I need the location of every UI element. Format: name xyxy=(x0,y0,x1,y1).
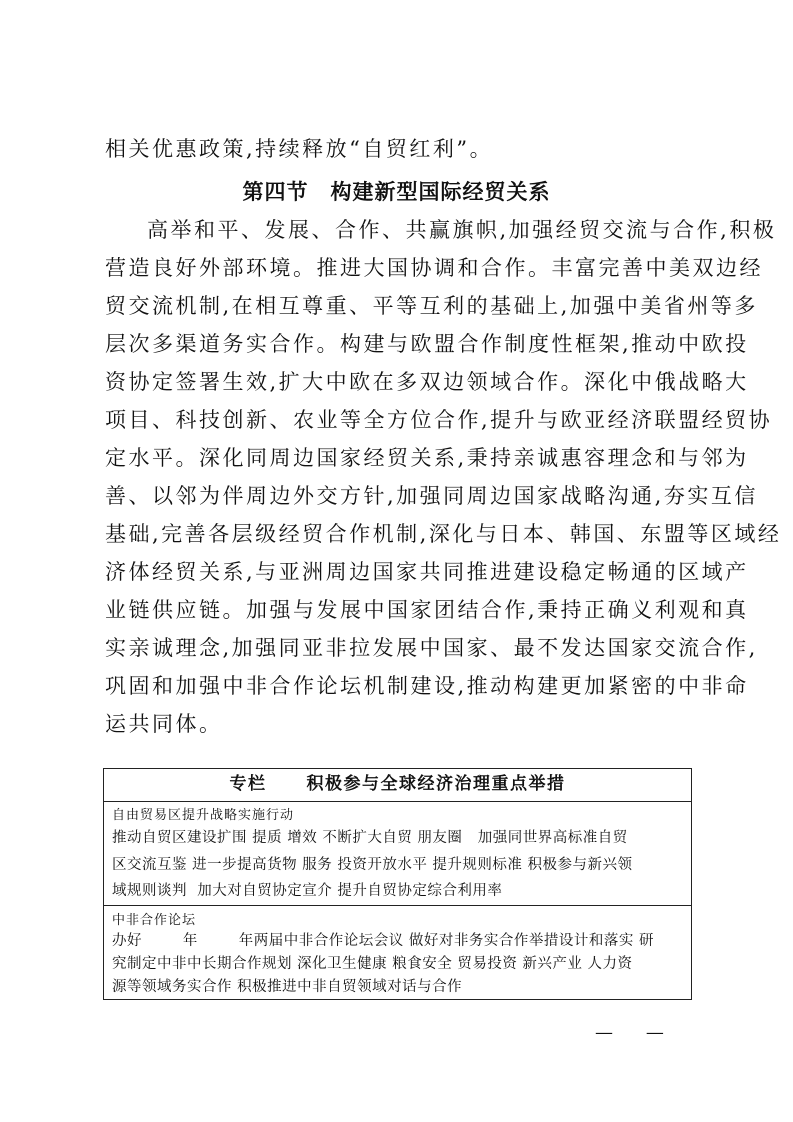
paragraph-line: 营造良好外部环境。推进大国协调和合作。丰富完善中美双边经 xyxy=(105,256,763,280)
box-title xyxy=(104,769,691,802)
box-section-line: 源等领域务实合作 积极推进中非自贸领域对话与合作 xyxy=(112,979,463,995)
page-number-mark: — — xyxy=(595,1022,666,1043)
box-section-heading: 中非合作论坛 xyxy=(112,913,197,928)
box-section-heading: 自由贸易区提升战略实施行动 xyxy=(112,808,295,823)
paragraph-line: 基础,完善各层级经贸合作机制,深化与日本、韩国、东盟等区域经 xyxy=(105,522,782,546)
paragraph-line: 高举和平、发展、合作、共赢旗帜,加强经贸交流与合作,积极 xyxy=(147,218,777,242)
paragraph-line: 层次多渠道务实合作。构建与欧盟合作制度性框架,推动中欧投 xyxy=(105,332,749,356)
paragraph-line: 巩固和加强中非合作论坛机制建设,推动构建更加紧密的中非命 xyxy=(105,674,749,698)
section-title: 构建新型国际经贸关系 xyxy=(330,179,551,204)
box-divider xyxy=(104,905,691,906)
section-number: 第四节 xyxy=(242,179,309,204)
paragraph-line: 运共同体。 xyxy=(105,712,223,736)
box-section-line: 办好 年 年两届中非合作论坛会议 做好对非务实合作举措设计和落实 研 xyxy=(112,933,654,949)
paragraph-line: 实亲诚理念,加强同亚非拉发展中国家、最不发达国家交流合作, xyxy=(105,636,758,660)
paragraph-line: 业链供应链。加强与发展中国家团结合作,秉持正确义利观和真 xyxy=(105,598,749,622)
paragraph-line: 善、以邻为伴周边外交方针,加强同周边国家战略沟通,夯实互信 xyxy=(105,484,758,508)
box-section-line: 区交流互鉴 进一步提高货物 服务 投资开放水平 提升规则标准 积极参与新兴领 xyxy=(112,857,633,873)
paragraph-line: 济体经贸关系,与亚洲周边国家共同推进建设稳定畅通的区域产 xyxy=(105,560,749,584)
intro-line: 相关优惠政策,持续释放“自贸红利”。 xyxy=(105,137,494,161)
special-column-box xyxy=(103,768,692,1000)
paragraph-line: 资协定签署生效,扩大中欧在多双边领域合作。深化中俄战略大 xyxy=(105,370,749,394)
box-section-line: 域规则谈判 加大对自贸协定宣介 提升自贸协定综合利用率 xyxy=(112,883,503,899)
box-section-line: 推动自贸区建设扩围 提质 增效 不断扩大自贸 朋友圈 加强同世界高标准自贸 xyxy=(112,830,628,846)
box-heading: 积极参与全球经济治理重点举措 xyxy=(306,774,566,794)
section-heading xyxy=(0,176,793,206)
paragraph-line: 项目、科技创新、农业等全方位合作,提升与欧亚经济联盟经贸协 xyxy=(105,408,773,432)
paragraph-line: 定水平。深化同周边国家经贸关系,秉持亲诚惠容理念和与邻为 xyxy=(105,446,749,470)
box-label: 专栏 xyxy=(229,774,267,794)
box-section-line: 究制定中非中长期合作规划 深化卫生健康 粮食安全 贸易投资 新兴产业 人力资 xyxy=(112,956,633,972)
paragraph-line: 贸交流机制,在相互尊重、平等互利的基础上,加强中美省州等多 xyxy=(105,294,758,318)
